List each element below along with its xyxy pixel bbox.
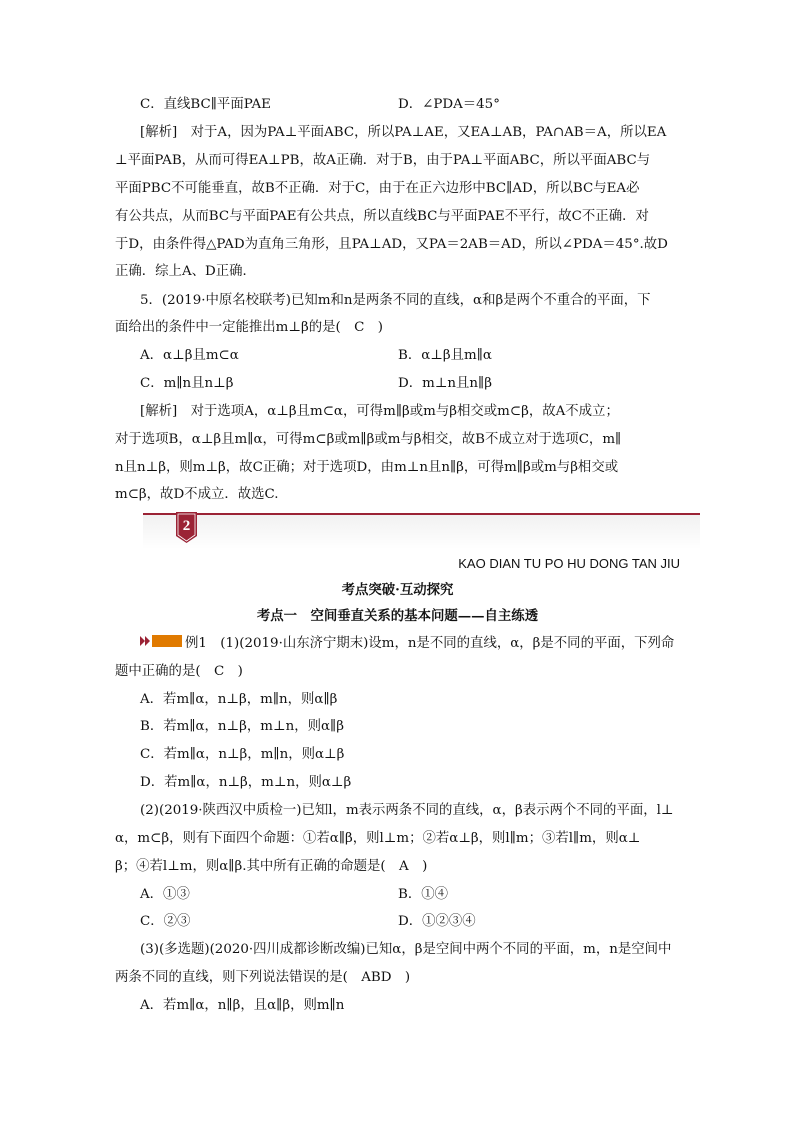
section-number-badge xyxy=(176,512,197,544)
option-c: C．直线BC∥平面PAE xyxy=(140,97,271,112)
option-b: B．若m∥α，n⊥β，m⊥n，则α∥β xyxy=(140,719,344,734)
example-part-2: β；④若l⊥m，则α∥β.其中所有正确的命题是( A ) xyxy=(115,859,428,874)
analysis-line: [解析] 对于选项A，α⊥β且m⊂α，可得m∥β或m与β相交或m⊂β，故A不成立； xyxy=(140,404,619,419)
example-part-3: (3)(多选题)(2020·四川成都诊断改编)已知α，β是空间中两个不同的平面，m，n是空间中 xyxy=(140,942,672,957)
analysis-line: 有公共点，从而BC与平面PAE有公共点，所以直线BC与平面PAE不平行，故C不正确．对 xyxy=(115,209,649,224)
option-c: C．若m∥α，n⊥β，m∥n，则α⊥β xyxy=(140,747,345,762)
option-d: D．m⊥n且n∥β xyxy=(398,376,492,391)
analysis-line: 正确．综上A、D正确． xyxy=(115,264,256,279)
section-title: 考点突破·互动探究 xyxy=(341,582,454,598)
topic-heading: 考点一 空间垂直关系的基本问题——自主练透 xyxy=(256,608,539,624)
analysis-line: 对于选项B，α⊥β且m∥α，可得m⊂β或m∥β或m与β相交，故B不成立对于选项C，m∥ xyxy=(115,432,622,447)
section-divider xyxy=(143,513,700,515)
example-part-2: α，m⊂β，则有下面四个命题：①若α∥β，则l⊥m；②若α⊥β，则l∥m；③若l∥m，则α⊥ xyxy=(115,831,641,846)
section-pinyin: KAO DIAN TU PO HU DONG TAN JIU xyxy=(458,556,680,571)
badge-number: 2 xyxy=(182,518,191,534)
option-d: D．若m∥α，n⊥β，m⊥n，则α⊥β xyxy=(140,775,352,790)
option-d: D．①②③④ xyxy=(398,914,476,929)
question-5: 面给出的条件中一定能推出m⊥β的是( C ) xyxy=(115,320,383,335)
option-b: B．α⊥β且m∥α xyxy=(398,348,492,363)
option-a: A．若m∥α，n⊥β，m∥n，则α∥β xyxy=(140,692,338,707)
option-a: A．若m∥α，n∥β，且α∥β，则m∥n xyxy=(140,998,345,1013)
analysis-line: n且n⊥β，则m⊥β，故C正确；对于选项D，由m⊥n且n∥β，可得m∥β或m与β相交或 xyxy=(115,460,619,475)
analysis-line: 于D，由条件得△PAD为直角三角形，且PA⊥AD，又PA＝2AB＝AD，所以∠PDA＝45°.故D xyxy=(115,237,668,252)
analysis-line: [解析] 对于A，因为PA⊥平面ABC，所以PA⊥AE，又EA⊥AB，PA∩AB＝A，所以EA xyxy=(140,125,667,140)
option-c: C．②③ xyxy=(140,914,191,929)
example-1: 题中正确的是( C ) xyxy=(115,664,243,679)
question-5: 5．(2019·中原名校联考)已知m和n是两条不同的直线，α和β是两个不重合的平面，下 xyxy=(140,293,651,308)
analysis-line: 平面PBC不可能垂直，故B不正确．对于C，由于在正六边形中BC∥AD，所以BC与EA必 xyxy=(115,181,640,196)
example-1: 例1 (1)(2019·山东济宁期末)设m，n是不同的直线，α，β是不同的平面，下列命 xyxy=(185,636,675,651)
option-b: B．①④ xyxy=(398,887,449,902)
section-band xyxy=(143,515,700,549)
analysis-line: m⊂β，故D不成立．故选C. xyxy=(115,487,279,502)
example-arrow-icon xyxy=(140,634,182,648)
option-a: A．①③ xyxy=(140,887,190,902)
option-d: D．∠PDA＝45° xyxy=(398,97,500,112)
example-part-2: (2)(2019·陕西汉中质检一)已知l，m表示两条不同的直线，α，β表示两个不同的平面，l⊥ xyxy=(140,803,674,818)
analysis-line: ⊥平面PAB，从而可得EA⊥PB，故A正确．对于B，由于PA⊥平面ABC，所以平面ABC与 xyxy=(115,153,651,168)
example-part-3: 两条不同的直线，则下列说法错误的是( ABD ) xyxy=(115,970,411,985)
option-c: C．m∥n且n⊥β xyxy=(140,376,234,391)
option-a: A．α⊥β且m⊂α xyxy=(140,348,239,363)
